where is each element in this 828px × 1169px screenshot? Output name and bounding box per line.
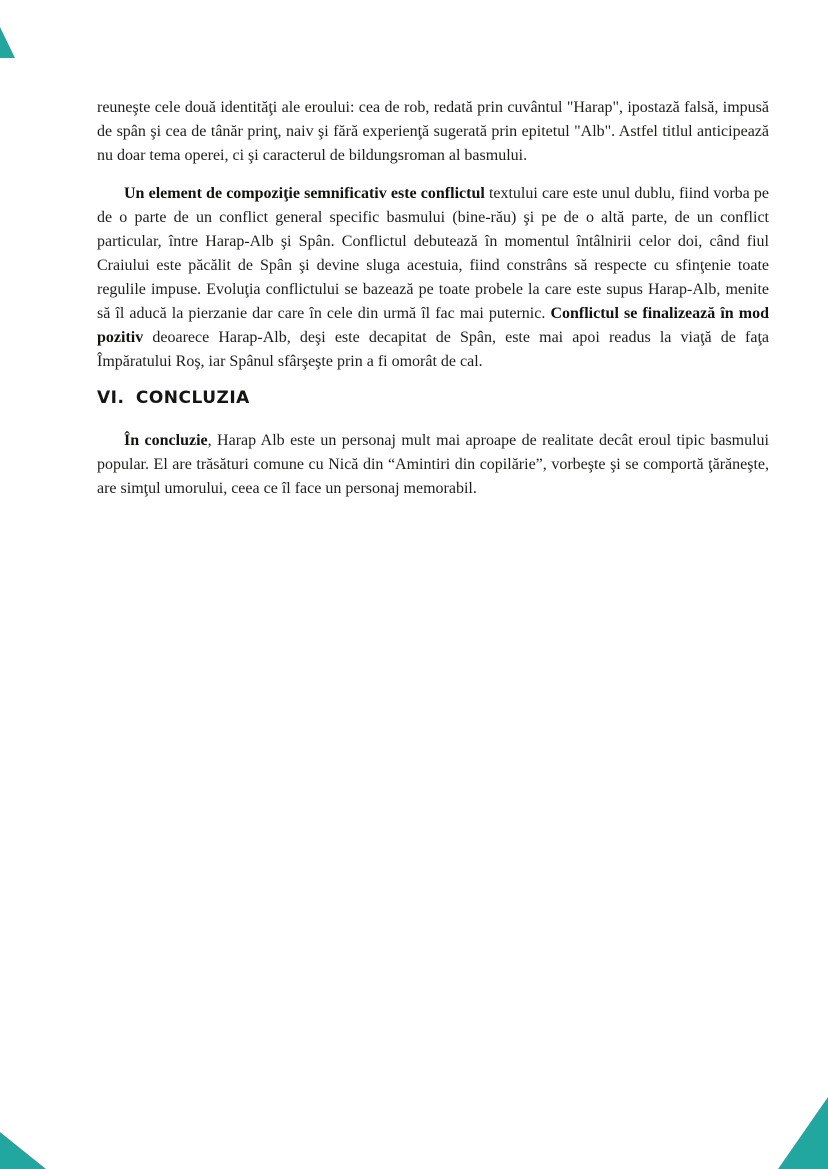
text-segment: deoarece Harap-Alb, deşi este decapitat de Spân, este mai apoi readus la viaţă de faţa Împăratului Roş, iar Spânul sfârşeşte prin a fi omorât de cal. (97, 329, 769, 370)
bold-text-segment: Un element de compoziţie semnificativ este conflictul (124, 185, 485, 202)
paragraph (97, 182, 769, 374)
document-text-body (97, 96, 769, 515)
paragraph (97, 96, 769, 168)
scan-corner-mark-top-left (0, 27, 15, 58)
bold-text-segment: Conflictul se finalizează în mod pozitiv (97, 305, 770, 346)
text-segment: textului care este unul dublu, fiind vorba pe de o parte de un conflict general specific basmului (bine-rău) şi pe de o altă parte, de un conflict particular, între Harap-Alb şi Spân. Conflictul debutează în momentul întâlnirii celor doi, când fiul Craiului este păcălit de Spân şi devine sluga acestuia, fiind constrâns să respecte cu sfinţenie toate regulile impuse. Evoluţia conflictului se bazează pe toate probele la care este supus Harap-Alb, menite să îl aducă la pierzanie dar care în cele din urmă îl fac mai puternic. (97, 185, 770, 322)
text-segment: reuneşte cele două identităţi ale eroului: cea de rob, redată prin cuvântul "Harap", ipostază falsă, impusă de spân şi cea de tânăr prinţ, naiv şi fără experienţă sugerată prin epitetul "Alb". Astfel titlul anticipează nu doar tema operei, ci şi caracterul de bildungsroman al basmului. (97, 99, 769, 164)
paragraph (97, 429, 769, 501)
text-segment: , Harap Alb este un personaj mult mai aproape de realitate decât eroul tipic basmului popular. El are trăsături comune cu Nică din “Amintiri din copilărie”, vorbeşte şi se comportă ţărăneşte, are simţul umorului, ceea ce îl face un personaj memorabil. (97, 432, 770, 497)
bold-text-segment: În concluzie (124, 432, 208, 449)
scan-corner-mark-bottom-right (778, 1097, 828, 1169)
section-heading: VI. CONCLUZIA (97, 388, 250, 408)
scan-corner-mark-bottom-left (0, 1132, 46, 1169)
